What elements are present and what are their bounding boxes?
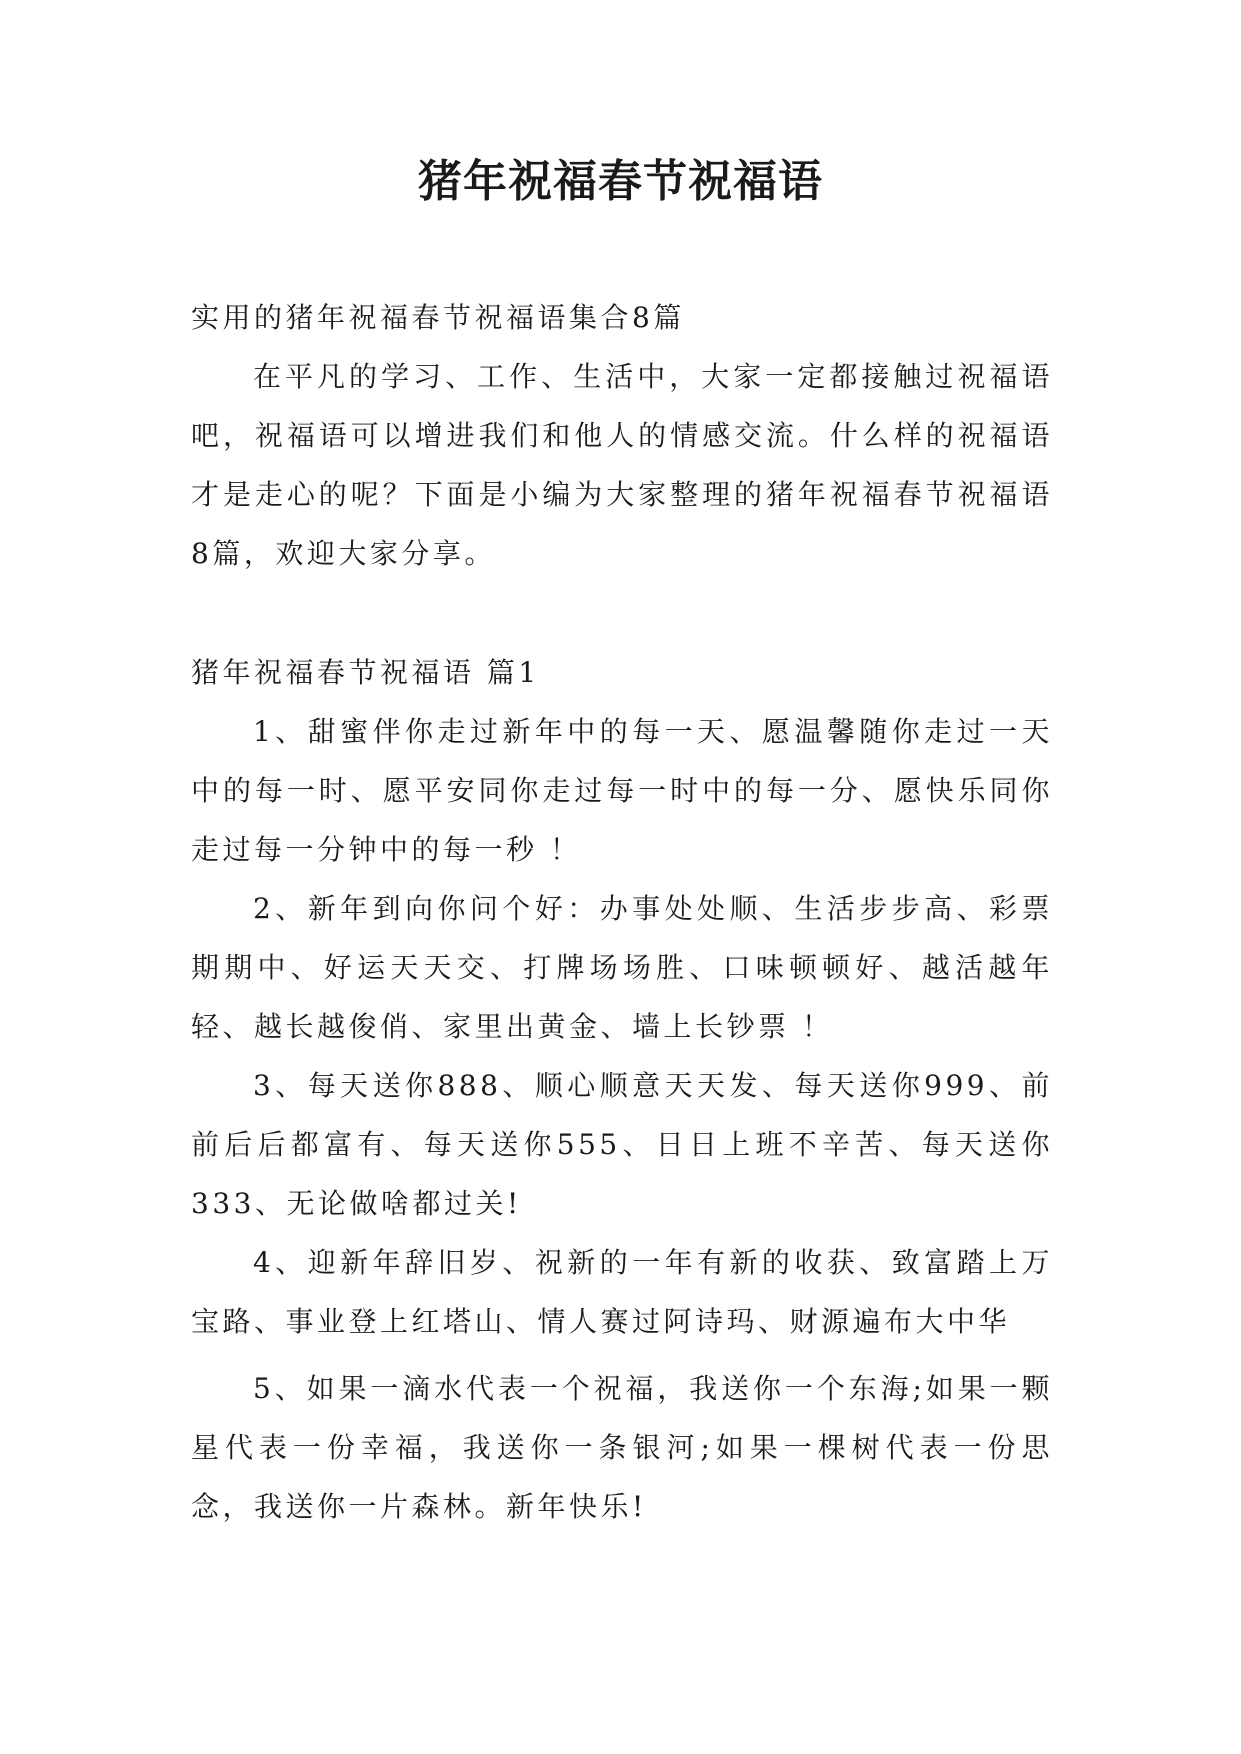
intro-paragraph: 在平凡的学习、工作、生活中，大家一定都接触过祝福语吧，祝福语可以增进我们和他人的情感交流。什么样的祝福语才是走心的呢？下面是小编为大家整理的猪年祝福春节祝福语8篇，欢迎大家分享。 (191, 360, 1053, 570)
blessing-item-2: 2、新年到向你问个好：办事处处顺、生活步步高、彩票期期中、好运天天交、打牌场场胜、口味顿顿好、越活越年轻、越长越俊俏、家里出黄金、墙上长钞票 ！ (191, 892, 1053, 1043)
blessing-item-4: 4、迎新年辞旧岁、祝新的一年有新的收获、致富踏上万宝路、事业登上红塔山、情人赛过阿诗玛、财源遍布大中华 (191, 1246, 1053, 1338)
blessing-item-1: 1、甜蜜伴你走过新年中的每一天、愿温馨随你走过一天中的每一时、愿平安同你走过每一时中的每一分、愿快乐同你走过每一分钟中的每一秒 ！ (191, 715, 1053, 866)
blessing-item-3: 3、每天送你888、顺心顺意天天发、每天送你999、前前后后都富有、每天送你555、日日上班不辛苦、每天送你333、无论做啥都过关! (191, 1069, 1053, 1220)
blessing-item-5: 5、如果一滴水代表一个祝福，我送你一个东海;如果一颗星代表一份幸福，我送你一条银河;如果一棵树代表一份思念，我送你一片森林。新年快乐! (191, 1372, 1053, 1523)
document-title: 猪年祝福春节祝福语 (418, 156, 823, 207)
document-subtitle: 实用的猪年祝福春节祝福语集合8篇 (191, 301, 685, 334)
section-heading: 猪年祝福春节祝福语 篇1 (191, 656, 540, 689)
document-body (191, 288, 1053, 1536)
